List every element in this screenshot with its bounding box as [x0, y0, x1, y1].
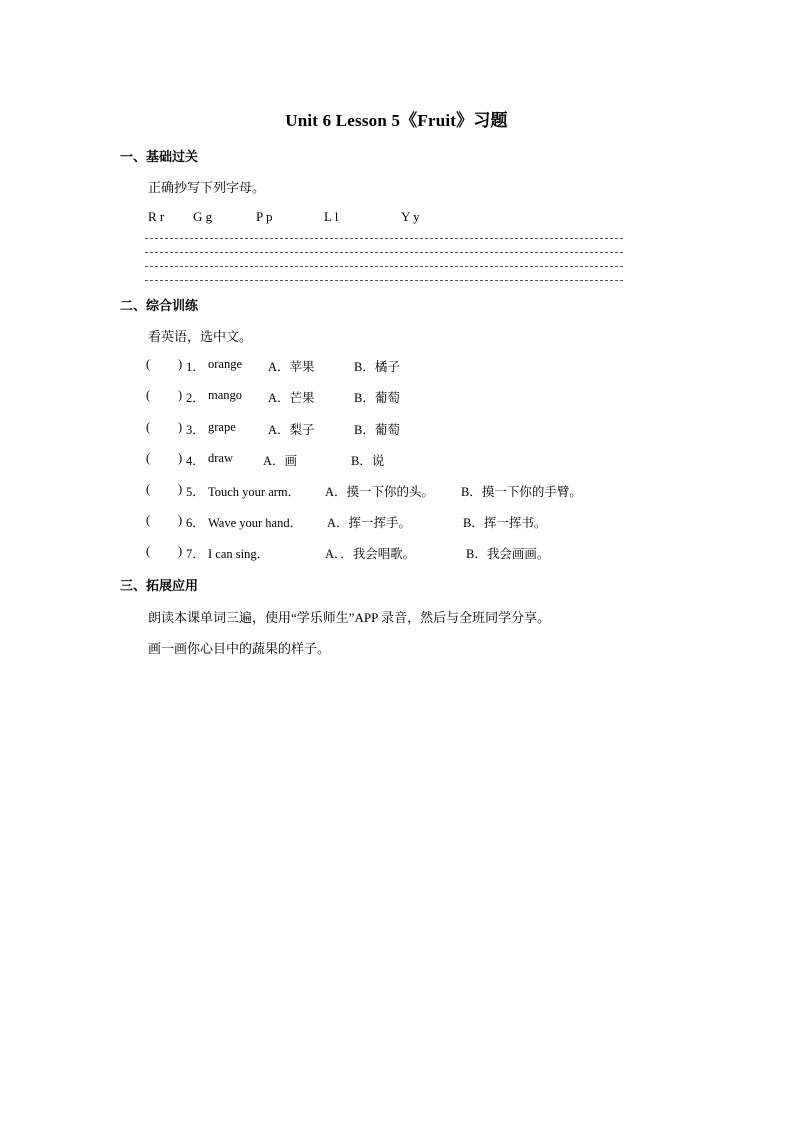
section-1-instruction: 正确抄写下列字母。 — [148, 180, 266, 195]
question-number: 6． — [186, 516, 205, 530]
answer-bracket-open: ( — [146, 357, 151, 371]
page-title: Unit 6 Lesson 5《Fruit》习题 — [285, 111, 508, 130]
option-a: A．芒果 — [268, 391, 315, 405]
question-text: orange — [208, 357, 243, 371]
option-b: B．橘子 — [354, 360, 400, 374]
letter-pair: Y y — [401, 209, 420, 224]
question-text: Touch your arm． — [208, 485, 301, 499]
question-text: draw — [208, 451, 233, 465]
answer-bracket-close: ) — [178, 388, 183, 402]
extension-task-text: 朗读本课单词三遍，使用“学乐师生”APP 录音，然后与全班同学分享。 — [148, 610, 551, 625]
extension-task-text: 画一画你心目中的蔬果的样子。 — [148, 641, 331, 656]
answer-bracket-open: ( — [146, 388, 151, 402]
question-number: 1． — [186, 360, 205, 374]
section-2-heading: 二、综合训练 — [120, 299, 199, 314]
question-number: 2． — [186, 391, 205, 405]
question-number: 3． — [186, 423, 205, 437]
question-text: mango — [208, 388, 243, 402]
option-a: A．摸一下你的头。 — [325, 485, 435, 499]
option-b: B．摸一下你的手臂。 — [461, 485, 582, 499]
option-a: A．画 — [263, 454, 298, 468]
dashed-writing-line — [145, 266, 623, 267]
answer-bracket-open: ( — [146, 451, 151, 465]
dashed-writing-line — [145, 238, 623, 239]
option-b: B．挥一挥书。 — [463, 516, 547, 530]
dashed-writing-line — [145, 252, 623, 253]
option-b: B．我会画画。 — [466, 547, 550, 561]
letter-pair: G g — [193, 209, 213, 224]
letter-pair: R r — [148, 209, 165, 224]
option-b: B．葡萄 — [354, 391, 400, 405]
option-b: B．说 — [351, 454, 385, 468]
option-a: A．．我会唱歌。 — [325, 547, 416, 561]
question-number: 5． — [186, 485, 205, 499]
question-text: I can sing． — [208, 547, 270, 561]
answer-bracket-close: ) — [178, 482, 183, 496]
answer-bracket-open: ( — [146, 544, 151, 558]
dashed-writing-line — [145, 280, 623, 281]
answer-bracket-open: ( — [146, 482, 151, 496]
letter-pair: P p — [256, 209, 273, 224]
option-b: B．葡萄 — [354, 423, 400, 437]
answer-bracket-close: ) — [178, 544, 183, 558]
answer-bracket-close: ) — [178, 420, 183, 434]
question-number: 7． — [186, 547, 205, 561]
answer-bracket-open: ( — [146, 513, 151, 527]
answer-bracket-close: ) — [178, 513, 183, 527]
question-text: Wave your hand． — [208, 516, 303, 530]
letter-pair: L l — [324, 209, 339, 224]
option-a: A．梨子 — [268, 423, 315, 437]
answer-bracket-open: ( — [146, 420, 151, 434]
answer-bracket-close: ) — [178, 451, 183, 465]
option-a: A．苹果 — [268, 360, 315, 374]
answer-bracket-close: ) — [178, 357, 183, 371]
question-text: grape — [208, 420, 236, 434]
option-a: A．挥一挥手。 — [327, 516, 412, 530]
question-number: 4． — [186, 454, 205, 468]
section-2-instruction: 看英语，选中文。 — [148, 329, 253, 344]
section-1-heading: 一、基础过关 — [120, 150, 199, 165]
section-3-heading: 三、拓展应用 — [120, 579, 199, 594]
